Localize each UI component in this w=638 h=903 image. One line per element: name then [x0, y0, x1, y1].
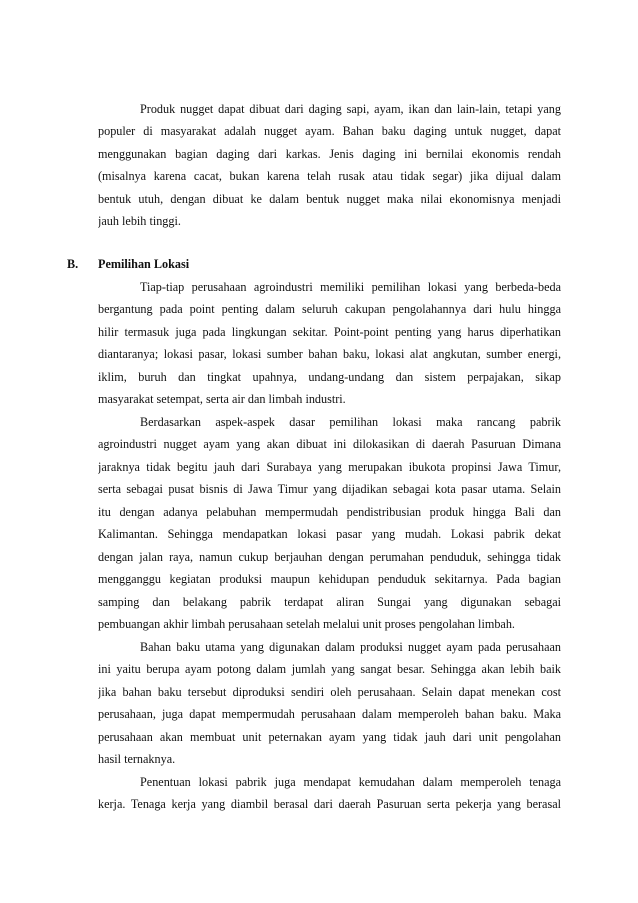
- section-title: Pemilihan Lokasi: [98, 257, 190, 271]
- paragraph-2-line-4: diantaranya; lokasi pasar, lokasi sumber bahan baku, lokasi alat angkutan, sumber energi,: [98, 347, 561, 361]
- paragraph-4-line-1: Bahan baku utama yang digunakan dalam produksi nugget ayam pada perusahaan: [140, 640, 561, 654]
- paragraph-3-line-5: itu dengan adanya pelabuhan mempermudah pendistribusian produk hingga Bali dan: [98, 505, 561, 519]
- paragraph-3-line-1: Berdasarkan aspek-aspek dasar pemilihan lokasi maka rancang pabrik: [140, 415, 561, 429]
- paragraph-3-line-9: samping dan belakang pabrik terdapat aliran Sungai yang digunakan sebagai: [98, 595, 561, 609]
- paragraph-3-line-3: jaraknya tidak begitu jauh dari Surabaya yang merupakan ibukota propinsi Jawa Timur,: [98, 460, 561, 474]
- paragraph-2-line-2: bergantung pada point penting dalam seluruh cakupan pengolahannya dari hulu hingga: [98, 302, 561, 316]
- paragraph-4-line-4: perusahaan, juga dapat mempermudah perusahaan dalam memperoleh bahan baku. Maka: [98, 707, 561, 721]
- paragraph-3-line-8: mengganggu kegiatan produksi maupun kehidupan penduduk sekitarnya. Pada bagian: [98, 572, 561, 586]
- paragraph-1-line-4: (misalnya karena cacat, bukan karena telah rusak atau tidak segar) jika dijual dalam: [98, 169, 561, 183]
- paragraph-4-line-2: ini yaitu berupa ayam potong dalam jumlah yang sangat besar. Sehingga akan lebih baik: [98, 662, 561, 676]
- paragraph-4-line-6: hasil ternaknya.: [98, 752, 176, 766]
- paragraph-4-line-5: perusahaan akan membuat unit peternakan ayam yang tidak jauh dari unit pengolahan: [98, 730, 561, 744]
- paragraph-3-line-4: serta sebagai pusat bisnis di Jawa Timur yang dijadikan sebagai kota pasar utama. Selain: [98, 482, 561, 496]
- paragraph-1-line-3: menggunakan bagian daging dari karkas. Jenis daging ini bernilai ekonomis rendah: [98, 147, 561, 161]
- section-letter: B.: [67, 257, 79, 271]
- paragraph-2-line-6: masyarakat setempat, serta air dan limbah industri.: [98, 392, 346, 406]
- paragraph-4-line-3: jika bahan baku tersebut diproduksi sendiri oleh perusahaan. Selain dapat menekan cost: [98, 685, 561, 699]
- paragraph-3-line-2: agroindustri nugget ayam yang akan dibuat ini dilokasikan di daerah Pasuruan Dimana: [98, 437, 561, 451]
- paragraph-5-line-1: Penentuan lokasi pabrik juga mendapat kemudahan dalam memperoleh tenaga: [140, 775, 561, 789]
- paragraph-3-line-7: dengan jalan raya, namun cukup berjauhan dengan perumahan penduduk, sehingga tidak: [98, 550, 561, 564]
- paragraph-5-line-2: kerja. Tenaga kerja yang diambil berasal dari daerah Pasuruan serta pekerja yang berasal: [98, 797, 561, 811]
- paragraph-1-line-6: jauh lebih tinggi.: [98, 214, 181, 228]
- paragraph-1-line-5: bentuk utuh, dengan dibuat ke dalam bentuk nugget maka nilai ekonomisnya menjadi: [98, 192, 561, 206]
- paragraph-3-line-6: Kalimantan. Sehingga mendapatkan lokasi pasar yang mudah. Lokasi pabrik dekat: [98, 527, 561, 541]
- paragraph-1-line-1: Produk nugget dapat dibuat dari daging sapi, ayam, ikan dan lain-lain, tetapi yang: [140, 102, 561, 116]
- paragraph-2-line-3: hilir termasuk juga pada lingkungan sekitar. Point-point penting yang harus diperhatikan: [98, 325, 561, 339]
- paragraph-2-line-1: Tiap-tiap perusahaan agroindustri memiliki pemilihan lokasi yang berbeda-beda: [140, 280, 561, 294]
- paragraph-3-line-10: pembuangan akhir limbah perusahaan setelah melalui unit proses pengolahan limbah.: [98, 617, 515, 631]
- paragraph-2-line-5: iklim, buruh dan tingkat upahnya, undang-undang dan sistem perpajakan, sikap: [98, 370, 561, 384]
- paragraph-1-line-2: populer di masyarakat adalah nugget ayam. Bahan baku daging untuk nugget, dapat: [98, 124, 561, 138]
